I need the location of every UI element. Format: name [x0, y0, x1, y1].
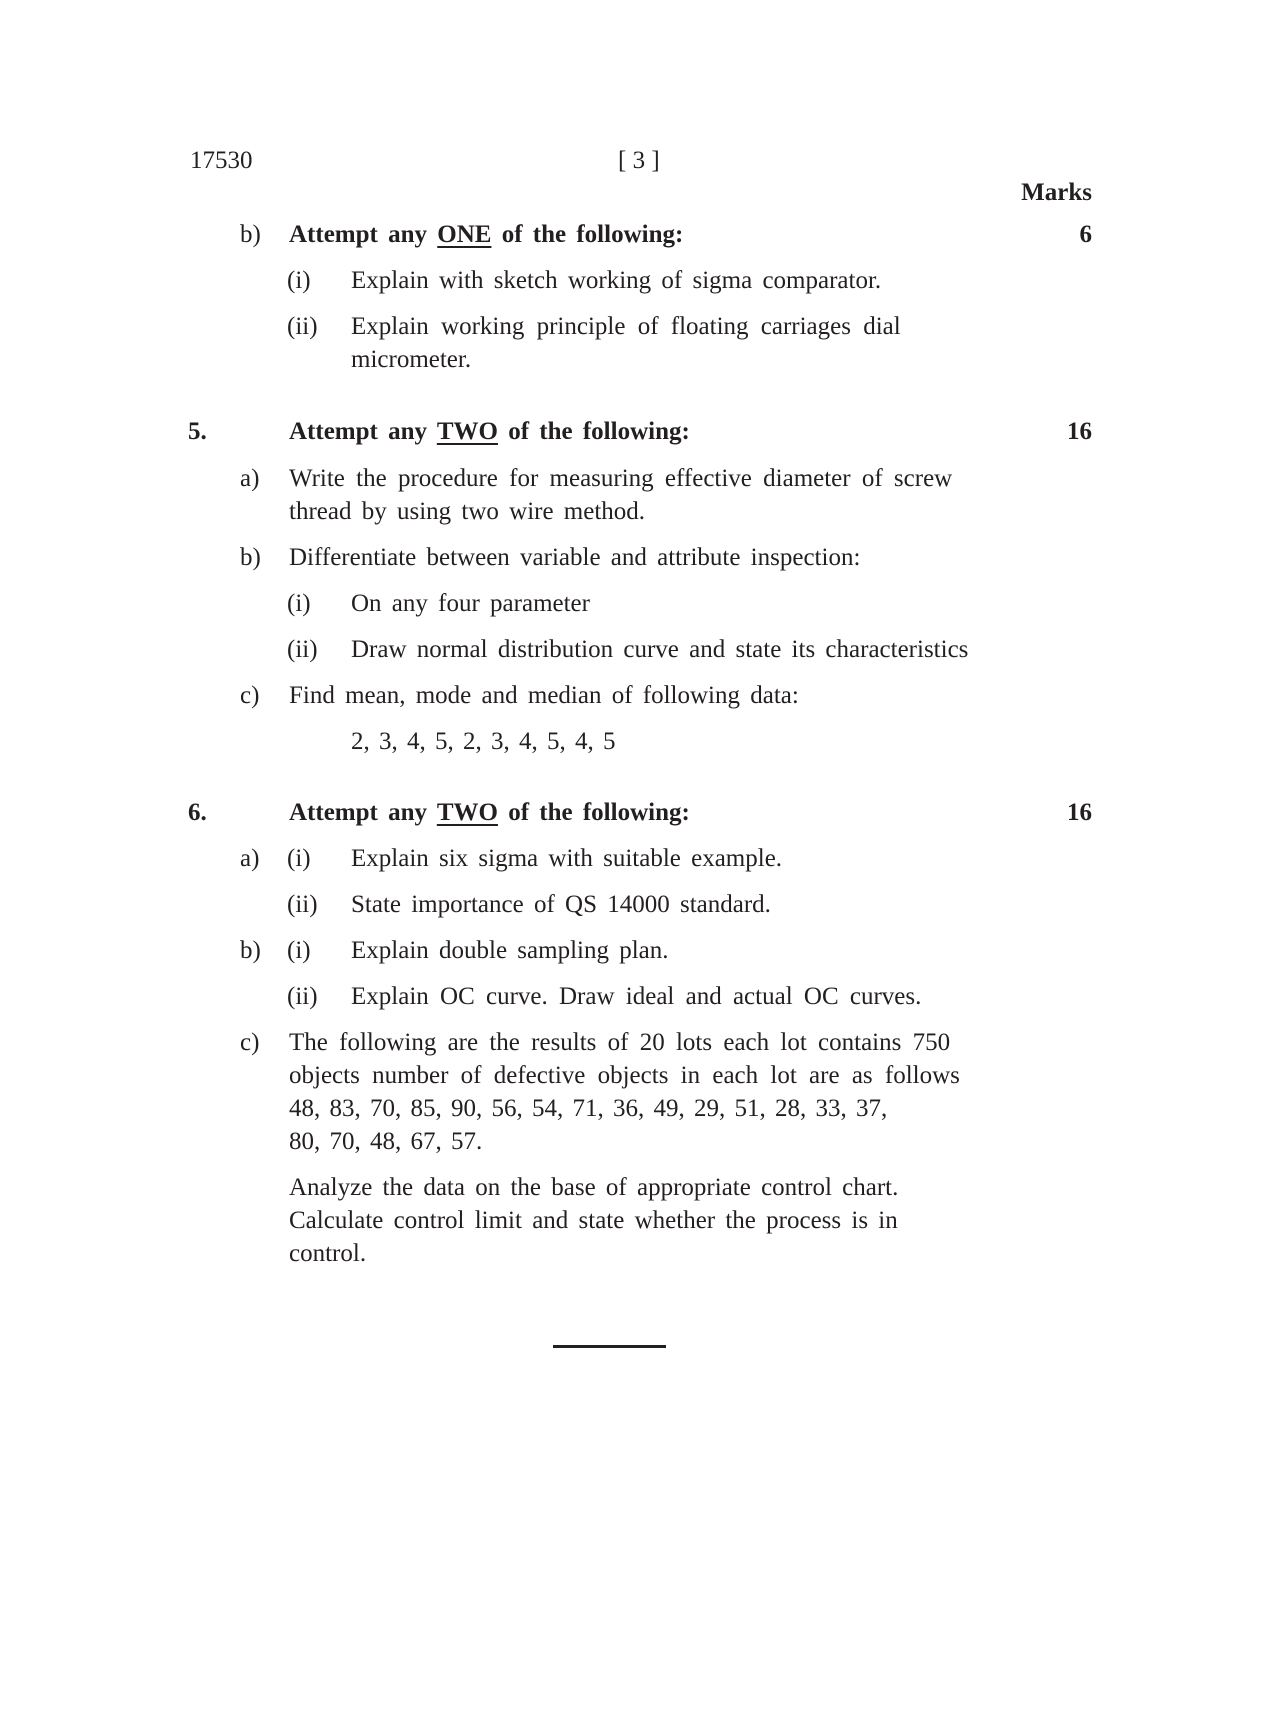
marks-value: 16	[1067, 799, 1092, 826]
sub-question-label: a)	[240, 845, 260, 872]
sub-question-text: Write the procedure for measuring effective diameter of screw	[289, 465, 953, 492]
sub-question-label: c)	[240, 1029, 260, 1056]
item-text: micrometer.	[351, 346, 472, 373]
item-number: (ii)	[287, 313, 318, 340]
heading-pre: Attempt any	[289, 221, 428, 248]
page-number: [ 3 ]	[618, 147, 660, 174]
data-values: 80, 70, 48, 67, 57.	[289, 1128, 483, 1155]
end-rule	[553, 1345, 666, 1348]
item-text: Explain six sigma with suitable example.	[351, 845, 783, 872]
question-number: 6.	[188, 799, 207, 826]
heading-pre: Attempt any	[289, 418, 428, 445]
sub-question-label: c)	[240, 682, 260, 709]
sub-question-label: b)	[240, 221, 261, 248]
sub-question-text: The following are the results of 20 lots each lot contains 750	[289, 1029, 951, 1056]
item-text: On any four parameter	[351, 590, 590, 617]
item-number: (i)	[287, 845, 311, 872]
sub-question-text: thread by using two wire method.	[289, 498, 646, 525]
sub-question-text: control.	[289, 1240, 367, 1267]
heading-post: of the following:	[508, 799, 690, 826]
item-text: Draw normal distribution curve and state its characteristics	[351, 636, 969, 663]
marks-column-label: Marks	[1021, 179, 1092, 206]
item-number: (ii)	[287, 983, 318, 1010]
sub-question-text: Find mean, mode and median of following data:	[289, 682, 799, 709]
sub-question-text: Differentiate between variable and attribute inspection:	[289, 544, 861, 571]
item-text: State importance of QS 14000 standard.	[351, 891, 771, 918]
item-text: Explain working principle of floating carriages dial	[351, 313, 901, 340]
sub-question-label: b)	[240, 544, 261, 571]
paper-code: 17530	[190, 147, 253, 174]
heading-keyword: ONE	[437, 221, 492, 248]
item-text: Explain with sketch working of sigma comparator.	[351, 267, 882, 294]
section-heading	[289, 415, 690, 448]
item-number: (i)	[287, 937, 311, 964]
sub-question-text: Analyze the data on the base of appropriate control chart.	[289, 1174, 899, 1201]
section-heading	[289, 218, 683, 251]
data-values: 48, 83, 70, 85, 90, 56, 54, 71, 36, 49, 29, 51, 28, 33, 37,	[289, 1095, 888, 1122]
item-text: Explain double sampling plan.	[351, 937, 669, 964]
heading-pre: Attempt any	[289, 799, 428, 826]
heading-post: of the following:	[508, 418, 690, 445]
item-text: Explain OC curve. Draw ideal and actual OC curves.	[351, 983, 922, 1010]
item-number: (ii)	[287, 891, 318, 918]
marks-value: 16	[1067, 418, 1092, 445]
item-number: (i)	[287, 267, 311, 294]
sub-question-text: objects number of defective objects in each lot are as follows	[289, 1062, 960, 1089]
sub-question-text: Calculate control limit and state whether the process is in	[289, 1207, 898, 1234]
question-number: 5.	[188, 418, 207, 445]
item-number: (ii)	[287, 636, 318, 663]
sub-question-label: a)	[240, 465, 260, 492]
section-heading	[289, 796, 690, 829]
sub-question-label: b)	[240, 937, 261, 964]
data-values: 2, 3, 4, 5, 2, 3, 4, 5, 4, 5	[351, 728, 616, 755]
heading-keyword: TWO	[436, 799, 498, 826]
item-number: (i)	[287, 590, 311, 617]
heading-keyword: TWO	[436, 418, 498, 445]
heading-post: of the following:	[501, 221, 684, 248]
marks-value: 6	[1079, 221, 1092, 248]
